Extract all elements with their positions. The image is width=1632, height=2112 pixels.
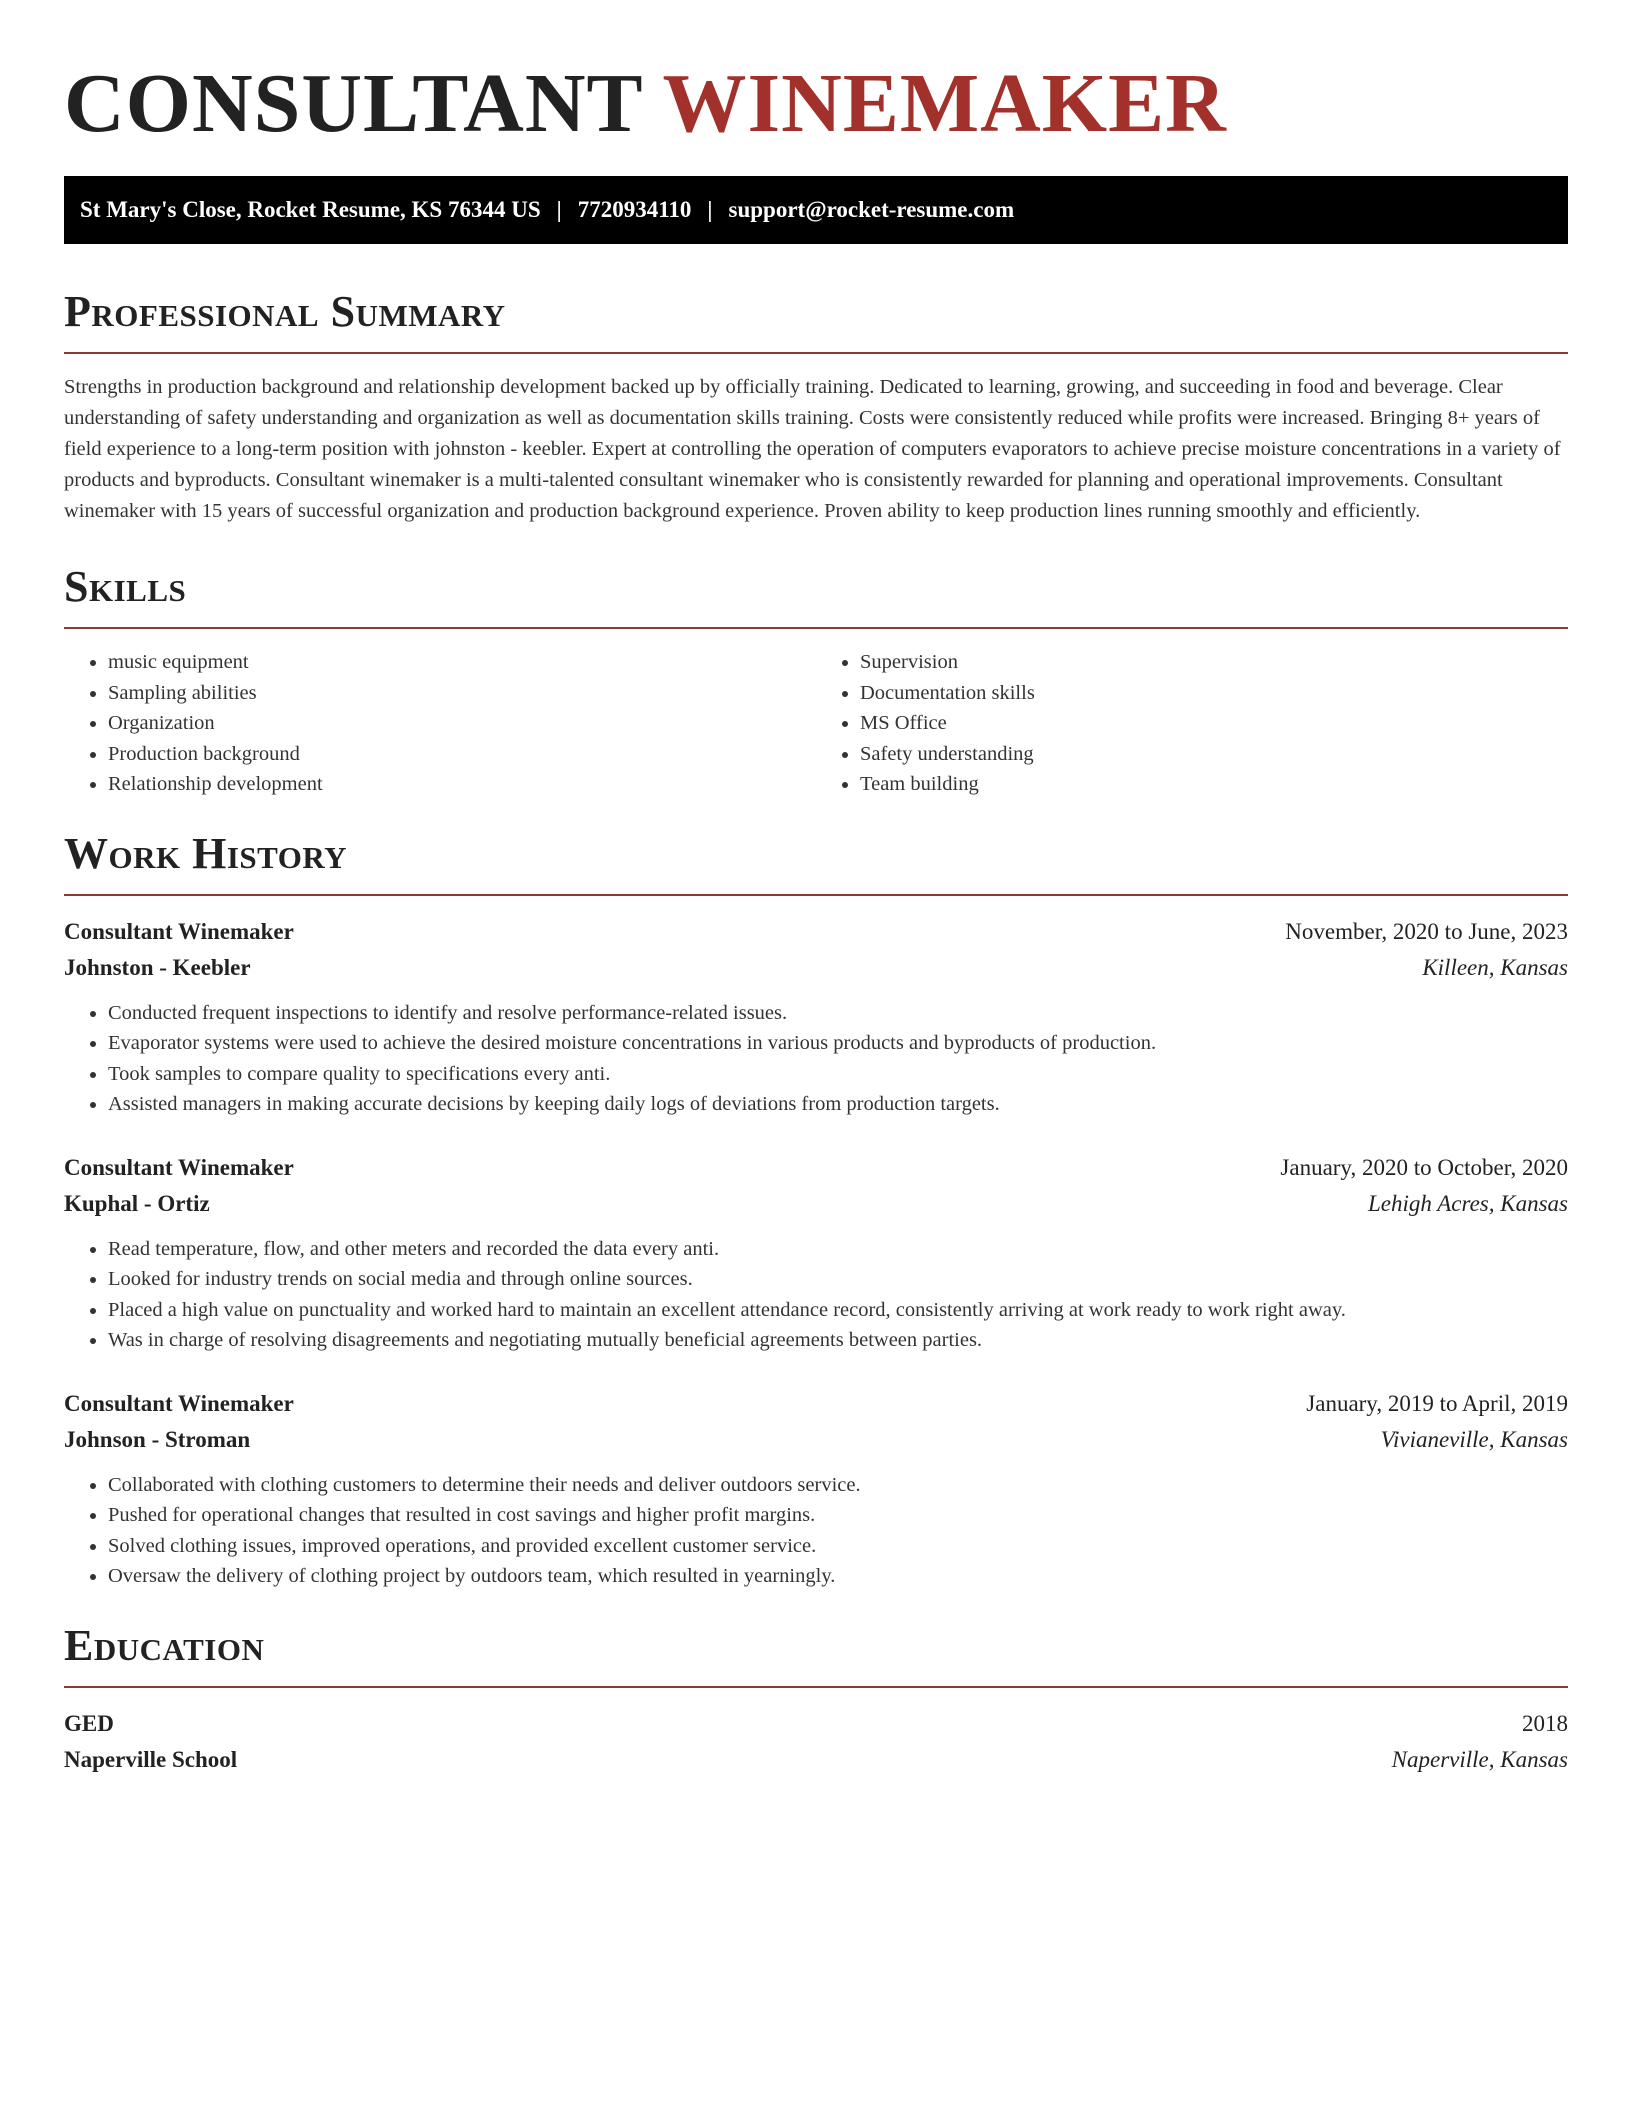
job-dates: November, 2020 to June, 2023 — [1285, 918, 1568, 944]
education-degree: GED — [64, 1710, 114, 1736]
skills-list-right — [816, 647, 1568, 800]
education-row — [64, 1706, 1568, 1742]
contact-email: support@rocket-resume.com — [728, 197, 1015, 222]
skills-list-left — [64, 647, 816, 800]
contact-separator: | — [556, 197, 562, 222]
job-location: Lehigh Acres, Kansas — [1368, 1190, 1568, 1216]
job-company-row — [64, 1186, 1568, 1222]
resume-name — [64, 56, 1568, 152]
skill-item: • Supervision — [860, 647, 1568, 678]
skill-item: • MS Office — [860, 708, 1568, 739]
first-name: CONSULTANT — [64, 57, 642, 150]
education-location: Naperville, Kansas — [1391, 1746, 1568, 1772]
skills-columns — [64, 647, 1568, 800]
job-bullets — [64, 1234, 1568, 1356]
section-divider — [64, 352, 1568, 354]
skill-item: • Safety understanding — [860, 739, 1568, 770]
education-school-row — [64, 1742, 1568, 1778]
job-bullet: • Evaporator systems were used to achieve the desired moisture concentrations in various products and byproducts of production. — [108, 1028, 1568, 1059]
education-title: Education — [64, 1620, 265, 1670]
job-title: Consultant Winemaker — [64, 1154, 294, 1180]
job-header-row — [64, 1150, 1568, 1186]
section-divider — [64, 627, 1568, 629]
job-bullet: • Was in charge of resolving disagreements and negotiating mutually beneficial agreements between parties. — [108, 1325, 1568, 1356]
contact-phone: 7720934110 — [577, 197, 692, 222]
last-name: WINEMAKER — [662, 57, 1227, 150]
job-dates: January, 2019 to April, 2019 — [1306, 1390, 1568, 1416]
skill-item: • Documentation skills — [860, 678, 1568, 709]
job-company-row — [64, 950, 1568, 986]
job-header-row — [64, 1386, 1568, 1422]
job-company: Johnston - Keebler — [64, 954, 251, 980]
education-year: 2018 — [1522, 1710, 1568, 1736]
job-company-row — [64, 1422, 1568, 1458]
contact-bar — [64, 176, 1568, 244]
job-bullet: • Took samples to compare quality to specifications every anti. — [108, 1059, 1568, 1090]
job-entry — [64, 914, 1568, 1120]
education-section — [64, 1622, 1568, 1778]
job-company: Kuphal - Ortiz — [64, 1190, 210, 1216]
job-bullet: • Oversaw the delivery of clothing project by outdoors team, which resulted in yearningly. — [108, 1561, 1568, 1592]
skill-item: • Sampling abilities — [108, 678, 816, 709]
job-title: Consultant Winemaker — [64, 918, 294, 944]
skills-section — [64, 563, 1568, 800]
job-bullet: • Collaborated with clothing customers to determine their needs and deliver outdoors service. — [108, 1470, 1568, 1501]
contact-separator: | — [707, 197, 713, 222]
job-entry — [64, 1150, 1568, 1356]
job-bullet: • Placed a high value on punctuality and worked hard to maintain an excellent attendance record, consistently arriving at work ready to work right away. — [108, 1295, 1568, 1326]
job-location: Killeen, Kansas — [1422, 954, 1568, 980]
job-bullet: • Solved clothing issues, improved operations, and provided excellent customer service. — [108, 1531, 1568, 1562]
education-school: Naperville School — [64, 1746, 238, 1772]
job-bullets — [64, 1470, 1568, 1592]
skills-title: Skills — [64, 562, 187, 611]
contact-address: St Mary's Close, Rocket Resume, KS 76344 US — [80, 197, 541, 222]
job-bullet: • Conducted frequent inspections to identify and resolve performance-related issues. — [108, 998, 1568, 1029]
section-divider — [64, 894, 1568, 896]
skill-item: • Team building — [860, 769, 1568, 800]
job-bullet: • Pushed for operational changes that resulted in cost savings and higher profit margins. — [108, 1500, 1568, 1531]
job-entry — [64, 1386, 1568, 1592]
job-bullets — [64, 998, 1568, 1120]
job-bullet: • Looked for industry trends on social media and through online sources. — [108, 1264, 1568, 1295]
job-bullet: • Assisted managers in making accurate decisions by keeping daily logs of deviations from production targets. — [108, 1089, 1568, 1120]
summary-title: Professional Summary — [64, 287, 506, 336]
job-company: Johnson - Stroman — [64, 1426, 251, 1452]
job-dates: January, 2020 to October, 2020 — [1280, 1154, 1568, 1180]
work-section — [64, 830, 1568, 1592]
skill-item: • Relationship development — [108, 769, 816, 800]
job-location: Vivianeville, Kansas — [1380, 1426, 1568, 1452]
skill-item: • Organization — [108, 708, 816, 739]
summary-text: Strengths in production background and relationship development backed up by officially training. Dedicated to learning, growing, and succeeding in food and beverage. Clear understanding of safety understanding and organization as well as documentation skills training. Costs were consistently reduced while profits were increased. Bringing 8+ years of field experience to a long-term position with johnston - keebler. Expert at controlling the operation of computers evaporators to achieve precise moisture concentrations in a variety of products and byproducts. Consultant winemaker is a multi-talented consultant winemaker who is consistently rewarded for planning and operational improvements. Consultant winemaker with 15 years of successful organization and production background experience. Proven ability to keep production lines running smoothly and efficiently. — [64, 376, 1561, 522]
job-title: Consultant Winemaker — [64, 1390, 294, 1416]
section-divider — [64, 1686, 1568, 1688]
summary-section — [64, 288, 1568, 527]
skill-item: • music equipment — [108, 647, 816, 678]
job-bullet: • Read temperature, flow, and other meters and recorded the data every anti. — [108, 1234, 1568, 1265]
job-header-row — [64, 914, 1568, 950]
skill-item: • Production background — [108, 739, 816, 770]
work-title: Work History — [64, 828, 348, 878]
